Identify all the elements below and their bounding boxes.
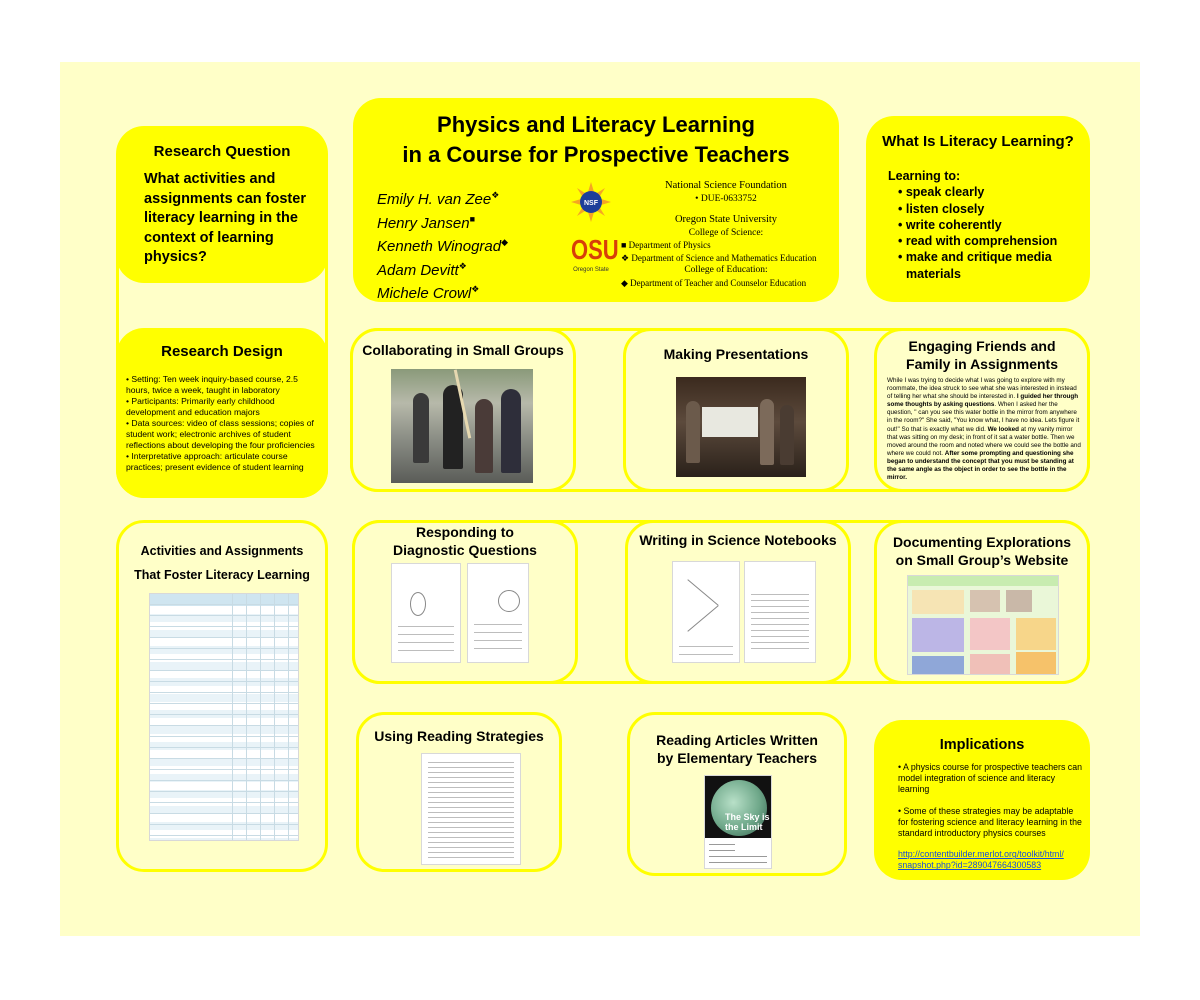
research-question-heading: Research Question xyxy=(153,143,291,160)
literacy-box xyxy=(866,116,1090,302)
implications-heading: Implications xyxy=(939,737,1025,753)
engaging-quote: While I was trying to decide what I was going to explore with my roommate, the idea struck to see what she was interested in instead of telling her what she should be interested in. I guided her through some thoughts by asking questions. When I asked her the question, " can you see this water bottle in the mirror from anywhere in the room?" She said, "You know what, I have no idea. Lets figure it out!" So that is exactly what we did. We looked at my vanity mirror that was sitting on my desk; in front of it sat a water bottle. Then we moved around the room and noted where we could see the bottle and where we could not. After some prompting and questioning she began to understand the concept that you must be standing at the same angle as the object in order to see the bottle in the mirror. xyxy=(887,377,1081,482)
activities-heading: Activities and Assignments That Foster Literacy Learning xyxy=(134,544,310,582)
activities-panel xyxy=(116,520,328,872)
research-question-text: What activities and assignments can foster literacy learning in the context of learning physics? xyxy=(144,171,306,265)
documenting-heading: Documenting Explorations on Small Group’s Website xyxy=(892,534,1072,568)
presentations-photo xyxy=(676,377,806,477)
author: Adam Devitt❖ xyxy=(377,260,467,279)
article-cover-title: The Sky is the Limit xyxy=(725,812,770,832)
collaborating-heading: Collaborating in Small Groups xyxy=(362,342,564,358)
osu-logo: OSU Oregon State xyxy=(571,233,619,273)
diagnostic-page-1 xyxy=(391,563,461,663)
literacy-heading: What Is Literacy Learning? xyxy=(882,133,1074,150)
website-screenshot xyxy=(907,575,1059,675)
poster-title: Physics and Literacy Learning in a Course for Prospective Teachers xyxy=(402,112,790,167)
articles-heading: Reading Articles Written by Elementary Teachers xyxy=(656,732,818,766)
responding-panel xyxy=(352,520,578,684)
poster xyxy=(60,62,1140,936)
reading-strategies-document xyxy=(421,753,521,865)
notebook-page-right xyxy=(744,561,816,663)
articles-panel xyxy=(627,712,847,876)
diagnostic-page-2 xyxy=(467,563,529,663)
author: Henry Jansen■ xyxy=(377,213,475,232)
reading-strategies-heading: Using Reading Strategies xyxy=(374,728,544,744)
implications-list: • A physics course for prospective teachers can model integration of science and literacy learning • Some of these strategies may be adaptable for fostering science and literacy learning in the standard introductory physics courses http://contentbuilder.merlot.org/toolkit/html/ snapshot.php?id=28904766430058​3 xyxy=(898,762,1082,871)
research-design-box xyxy=(116,328,328,498)
notebook-page-left xyxy=(672,561,740,663)
responding-heading: Responding to Diagnostic Questions xyxy=(393,524,537,558)
funding-info: National Science Foundation • DUE-0633752 Oregon State University College of Science: ■ Department of Physics ❖ Department of Science and Mathematics Education College of Education: ◆ Department of Teacher and Counselor Education xyxy=(621,180,817,288)
collaborating-photo xyxy=(391,369,533,483)
engaging-heading: Engaging Friends and Family in Assignments xyxy=(906,338,1058,372)
research-design-list: • Setting: Ten week inquiry-based course, 2.5 hours, twice a week, taught in laboratory • Participants: Primarily early childhood development and education majors • Data sources: video of class sessions; copies of student work; electronic archives of student reflections about developing the four proficiencies • Interpretative approach: articulate course practices; present evidence of student learning xyxy=(126,374,315,472)
presentations-panel xyxy=(623,328,849,492)
documenting-panel xyxy=(874,520,1090,684)
author: Emily H. van Zee❖ xyxy=(377,190,500,208)
nsf-logo-icon xyxy=(571,182,611,222)
title-box xyxy=(353,98,839,302)
author-list xyxy=(377,186,508,304)
activities-table xyxy=(149,593,299,841)
research-design-heading: Research Design xyxy=(161,343,283,360)
notebooks-heading: Writing in Science Notebooks xyxy=(639,532,837,548)
collaborating-panel xyxy=(350,328,576,492)
research-question-box xyxy=(116,126,328,283)
notebooks-panel xyxy=(625,520,851,684)
reading-strategies-panel xyxy=(356,712,562,872)
implications-link[interactable]: http://contentbuilder.merlot.org/toolkit/html/ snapshot.php?id=28904766430058​3 xyxy=(898,849,1064,871)
svg-text:NSF: NSF xyxy=(584,200,598,207)
implications-box xyxy=(874,720,1090,880)
article-cover xyxy=(704,775,772,869)
literacy-list: Learning to: • speak clearly • listen closely • write coherently • read with comprehension • make and critique media materials xyxy=(888,169,1058,281)
author: Kenneth Winograd◆ xyxy=(377,237,509,255)
engaging-panel xyxy=(874,328,1090,492)
presentations-heading: Making Presentations xyxy=(663,346,809,362)
author: Michele Crowl❖ xyxy=(377,284,480,302)
